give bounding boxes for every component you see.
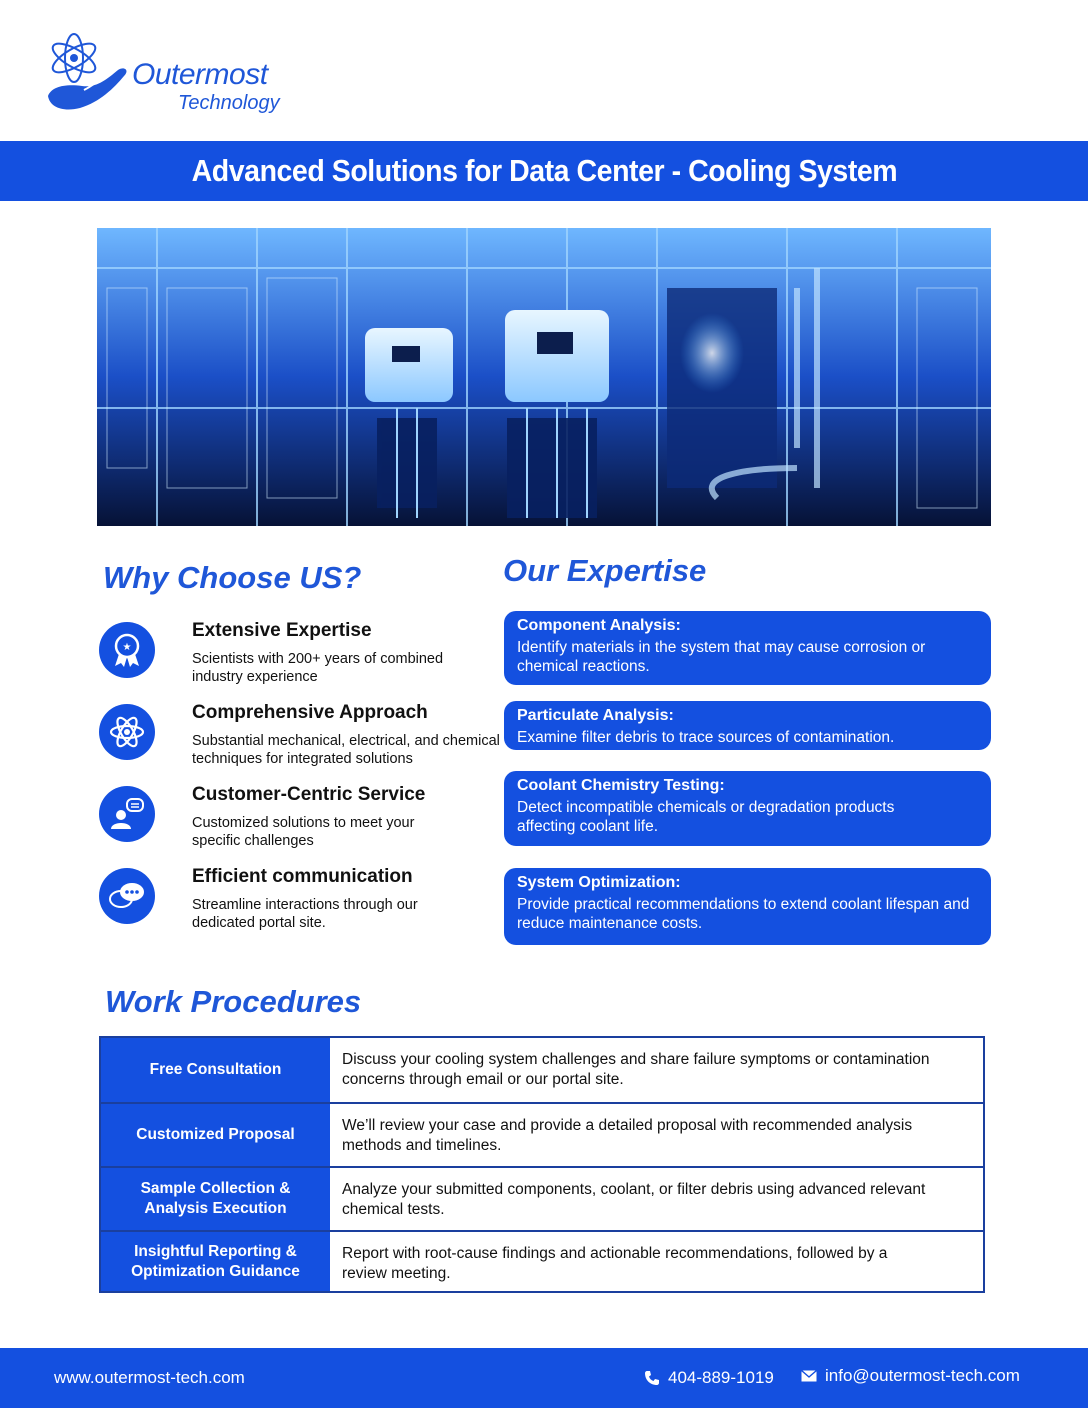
table-row: [101, 1102, 983, 1166]
why-item: [99, 702, 500, 782]
page-title: Advanced Solutions for Data Center - Cooling System: [191, 153, 897, 188]
expertise-card-desc: Detect incompatible chemicals or degradation products affecting coolant life.: [517, 799, 895, 835]
procedure-step-label: Customized Proposal: [101, 1104, 330, 1166]
atom-hand-logo-icon: [44, 30, 134, 120]
why-item: [99, 784, 489, 864]
why-item-title: Efficient communication: [192, 866, 413, 887]
title-banner: [0, 141, 1088, 201]
expertise-heading: Our Expertise: [503, 553, 707, 588]
procedures-table: [99, 1036, 985, 1293]
brand-name: Outermost: [132, 58, 268, 91]
chat-bubbles-icon: [99, 868, 155, 924]
footer-bar: [0, 1348, 1088, 1408]
phone-icon: [644, 1370, 660, 1386]
expertise-card: [504, 611, 991, 685]
expertise-card: [504, 771, 991, 846]
procedure-step-desc: Report with root-cause findings and actionable recommendations, followed by a review meeting.: [342, 1245, 888, 1282]
table-row: [101, 1166, 983, 1230]
table-row: [101, 1038, 983, 1102]
hero-image-cooling-system: [97, 228, 991, 526]
company-logo: [44, 30, 294, 120]
email-address: info@outermost-tech.com: [825, 1366, 1020, 1385]
why-item-desc: Substantial mechanical, electrical, and chemical techniques for integrated solutions: [192, 733, 500, 767]
why-item-title: Comprehensive Approach: [192, 702, 428, 723]
why-item-title: Customer-Centric Service: [192, 784, 426, 805]
user-chat-icon: [99, 786, 155, 842]
procedure-step-desc: Analyze your submitted components, coolant, or filter debris using advanced relevant chemical tests.: [342, 1181, 926, 1218]
email-contact[interactable]: [801, 1366, 1020, 1386]
brand-subtitle: Technology: [178, 92, 280, 114]
procedure-step-label: Free Consultation: [101, 1038, 330, 1102]
phone-contact[interactable]: [644, 1368, 774, 1388]
procedure-step-label: Insightful Reporting & Optimization Guidance: [101, 1232, 330, 1291]
expertise-card-desc: Identify materials in the system that may cause corrosion or chemical reactions.: [517, 639, 926, 675]
phone-number: 404-889-1019: [668, 1368, 774, 1387]
procedure-step-desc: We’ll review your case and provide a detailed proposal with recommended analysis methods and timelines.: [342, 1117, 913, 1154]
expertise-card-title: Coolant Chemistry Testing:: [517, 777, 725, 794]
expertise-card-desc: Examine filter debris to trace sources of contamination.: [517, 729, 895, 746]
svg-text:★: ★: [122, 642, 132, 653]
mail-icon: [801, 1370, 817, 1382]
procedure-step-label: Sample Collection & Analysis Execution: [101, 1168, 330, 1230]
expertise-card-title: System Optimization:: [517, 874, 681, 891]
why-item-desc: Customized solutions to meet your specific challenges: [192, 815, 415, 849]
expertise-card: [504, 701, 991, 750]
website-link[interactable]: www.outermost-tech.com: [54, 1368, 245, 1387]
why-item-desc: Scientists with 200+ years of combined industry experience: [192, 651, 444, 685]
expertise-card-title: Component Analysis:: [517, 617, 681, 634]
why-item-title: Extensive Expertise: [192, 620, 372, 641]
expertise-card-desc: Provide practical recommendations to extend coolant lifespan and reduce maintenance costs.: [517, 896, 970, 932]
why-item: [99, 866, 489, 946]
why-item-desc: Streamline interactions through our dedicated portal site.: [192, 897, 418, 931]
why-choose-heading: Why Choose US?: [103, 560, 362, 595]
why-item: [99, 620, 489, 700]
atom-icon: [99, 704, 155, 760]
expertise-card-title: Particulate Analysis:: [517, 707, 674, 724]
table-row: [101, 1230, 983, 1291]
procedure-step-desc: Discuss your cooling system challenges and share failure symptoms or contamination concerns through email or our portal site.: [342, 1051, 930, 1088]
expertise-card: [504, 868, 991, 945]
procedures-heading: Work Procedures: [105, 984, 362, 1019]
award-ribbon-icon: [99, 622, 155, 678]
